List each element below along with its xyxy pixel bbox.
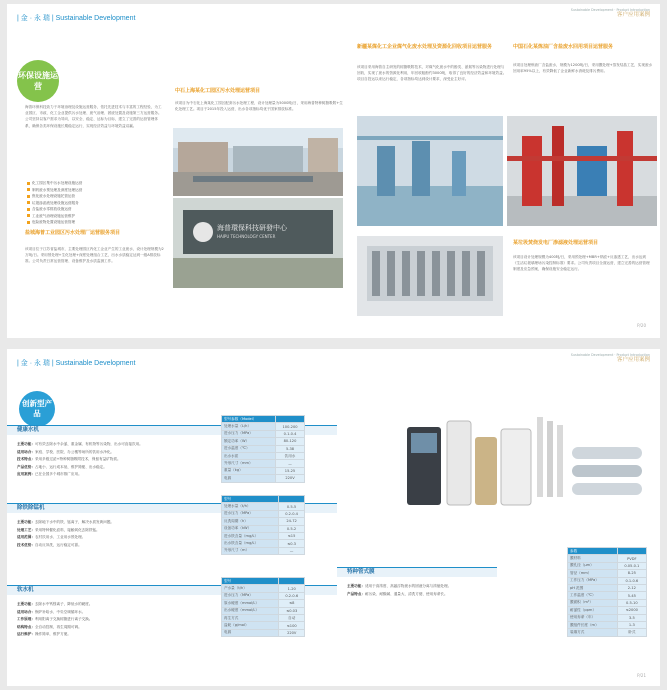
spec-label: 外形尺寸（m） <box>222 547 279 554</box>
spec-head-value <box>617 548 646 555</box>
spec-value: 0.5-2 <box>279 525 305 532</box>
feature-value: 采用多级过滤+特种树脂吸附技术，保留有益矿物质。 <box>34 457 121 461</box>
intro-text: 海普环保科技致力于环境治理及设施运营服务，依托先进技术与丰富的工程经验，为工业园区、市政、化工企业提供污水处理、废气治理、固废处置及设施第三方运营服务。公司坚持以客户需求为导向，以安全、稳定、达标为目标，建立了完善的运营管理体系，确保各类环保设施长期稳定运行，实现经济效益与环境效益双赢。 <box>25 105 162 128</box>
spec-value: 5-45 <box>617 592 646 599</box>
feature-value: 全自动控制，再生周期可调。 <box>34 624 82 629</box>
feature-key: 运行维护： <box>17 632 35 636</box>
spec-value: 0.05-0.1 <box>617 562 646 569</box>
feature-key: 主要功能： <box>17 520 35 524</box>
feature-key: 适用范围： <box>17 535 35 539</box>
spec-label: 出水铁含量（mg/L） <box>222 540 279 547</box>
spec-value: ≤0.3 <box>279 540 305 547</box>
page-header-right: Sustainable Development · Product Introduction 客户应用案例 <box>570 8 650 18</box>
feature-item <box>17 631 212 638</box>
feature-value: 去除地下水中的铁、锰离子，解决水质发黄问题。 <box>34 520 115 524</box>
feature-item <box>17 456 212 463</box>
photo-pump-room <box>357 116 503 226</box>
spec-value: 80-120 <box>276 438 305 445</box>
spec-row <box>222 629 305 636</box>
brochure-page-bottom <box>7 349 660 686</box>
service-list-item: 化工园区集中污水处理设施运营 <box>27 180 82 186</box>
spec-value: 卧式 <box>617 629 646 636</box>
spec-row <box>568 570 647 577</box>
page-header-right: Sustainable Development · Product Introduction 客户应用案例 <box>570 353 650 363</box>
feature-item <box>17 464 212 471</box>
spec-row <box>568 592 647 599</box>
spec-row <box>222 532 305 539</box>
case5-text: 该项目设计处理规模为400吨/日，采用预处理+MBR+纳滤+反渗透工艺，出水达到《生活垃圾填埋场污染控制标准》要求。公司负责项目全面运营，建立完善的运营管理制度及应急预案，确保设施安全稳定运行。 <box>513 255 650 272</box>
spec-row <box>222 445 305 452</box>
feature-key: 应用案例： <box>17 472 35 476</box>
feature-value: 去除水中钙镁离子，降低水的硬度。 <box>34 602 93 606</box>
spec-label: 处理水量（L/h） <box>222 423 276 430</box>
feature-item <box>17 519 212 526</box>
spec-row <box>222 592 305 599</box>
spec-value: 100-200 <box>276 423 305 430</box>
feature-item <box>17 534 212 541</box>
feature-key: 技术特点： <box>17 457 35 461</box>
case2-title: 新疆某煤化工企业煤气化废水处理及资源化回收项目运营服务 <box>357 44 493 50</box>
feature-item <box>17 542 212 549</box>
spec-label: 工作压力（MPa） <box>568 577 618 584</box>
feature-value: 农村饮用水、工业用水预处理。 <box>34 535 86 539</box>
spec-value: 自动 <box>279 614 305 621</box>
spec-value: 0.2-0.4 <box>279 510 305 517</box>
feature-item <box>347 583 557 590</box>
spec-row <box>222 430 305 437</box>
spec-head: 参数 <box>568 548 618 555</box>
spec-row <box>222 475 305 482</box>
spec-label: 进水温度（℃） <box>222 445 276 452</box>
spec-row <box>222 423 305 430</box>
feature-key: 主要功能： <box>17 602 35 606</box>
service-list-item: 垃圾渗滤液处理设施运营服务 <box>27 200 79 206</box>
feature-key: 结构特点： <box>17 624 35 629</box>
feature-value: 占地小、运行成本低、维护简便、出水稳定。 <box>34 464 107 469</box>
photo-products <box>397 407 647 517</box>
spec-row <box>222 460 305 467</box>
service-list-item: 焦化废水处理设施托管运营 <box>27 193 75 199</box>
feature-item <box>17 624 212 631</box>
spec-label: 装填方式 <box>568 629 618 636</box>
spec-value: 0.5-5 <box>279 503 305 510</box>
feature-value: 采用特种催化滤料，接触氧化去除铁锰。 <box>34 527 100 532</box>
spec-label: 耐氯性（ppm） <box>568 607 618 614</box>
tech-center-sign-en: HAIPU TECHNOLOGY CENTER <box>217 234 276 239</box>
case1-text: 该项目为中石化上海某化工园区配套污水处理工程，设计处理量为5000吨/日，采用海普特种树脂吸附+生化处理工艺。项目于2015年投入运营，出水各项指标均优于国家排放标准。 <box>175 101 343 112</box>
spec-row <box>568 555 647 562</box>
section-softener: 软水机 <box>7 585 337 595</box>
spec-row <box>222 438 305 445</box>
page-number: P/20 <box>637 323 646 328</box>
page-header-left: | 金 · 永 瑞 | Sustainable Development <box>17 360 136 367</box>
section-badge: 环保设施运营 <box>17 60 59 102</box>
feature-item <box>17 527 212 534</box>
feature-value: 耐污染、耐酸碱、通量大、清洗方便、使用寿命长。 <box>364 591 448 596</box>
spec-row <box>222 547 305 554</box>
spec-label: 膜面积（m²） <box>568 599 618 606</box>
spec-label: 重量（kg） <box>222 467 276 474</box>
spec-row <box>568 584 647 591</box>
spec-row <box>222 452 305 459</box>
feature-item <box>17 471 212 478</box>
service-list-item: 工业废气治理设施运营维护 <box>27 213 75 219</box>
spec-value: 0.2-0.6 <box>279 592 305 599</box>
feature-key: 产品特点： <box>347 591 365 596</box>
spec-label: 进水压力（MPa） <box>222 592 279 599</box>
spec-label: 使用寿命（年） <box>568 614 618 621</box>
spec-value: 0.1-0.4 <box>276 430 305 437</box>
spec-value: 1-20 <box>279 585 305 592</box>
spec-head: 型号 <box>222 496 279 503</box>
spec-label: 管径（mm） <box>568 570 618 577</box>
spec-row <box>222 622 305 629</box>
spec-value: PVDF <box>617 555 646 562</box>
spec-head-value <box>279 578 305 585</box>
photo-treatment-plant <box>173 128 343 196</box>
case3-text: 该项目位于江苏省盐城市，主要处理园区内化工企业产生的工业废水，设计处理规模为2万吨/日。采用预处理+生化处理+深度处理组合工艺，出水水质稳定达到一级A排放标准。公司负责日常运营管理、设备维护及水质监测工作。 <box>25 247 164 264</box>
feature-value: 操作简单，维护方便。 <box>34 632 71 636</box>
spec-row <box>568 562 647 569</box>
service-list-item: 制药废水预处理及深度处理运营 <box>27 187 82 193</box>
spec-value: 3-5 <box>617 614 646 621</box>
brochure-page-top <box>7 4 660 338</box>
spec-label: 进水铁含量（mg/L） <box>222 532 279 539</box>
spec-value: ≤100 <box>279 622 305 629</box>
spec-value: ≤15 <box>279 532 305 539</box>
spec-value: ≤0.03 <box>279 607 305 614</box>
spec-value: 饮用水 <box>276 452 305 459</box>
photo-red-pipes <box>507 116 657 226</box>
feature-key: 适用场合： <box>17 609 35 614</box>
iron-removal-spec-table <box>221 495 305 555</box>
spec-value: ≤8 <box>279 600 305 607</box>
page-header-left: | 金 · 永 瑞 | Sustainable Development <box>17 15 136 22</box>
feature-value: 可有效去除水中余氯、重金属、有机物等污染物，出水可直接饮用。 <box>34 442 143 446</box>
spec-row <box>568 577 647 584</box>
case3-title: 盐城海普工业园区污水处理厂运营服务项目 <box>25 230 121 236</box>
spec-label: 膜材料 <box>568 555 618 562</box>
spec-row <box>568 599 647 606</box>
feature-key: 技术优势： <box>17 542 35 547</box>
case4-text: 该项目处理炼油厂含盐废水，规模为1200吨/日，采用膜处理+蒸发结晶工艺，实现废水回用率95%以上，有效降低了企业新鲜水消耗及排污费用。 <box>513 63 653 74</box>
case1-title: 中石上海某化工园区污水处理运营项目 <box>175 88 261 94</box>
spec-label: 额定功率（W） <box>222 438 276 445</box>
spec-label: pH 范围 <box>568 584 618 591</box>
section-healthy-water: 健康水机 <box>7 425 337 435</box>
spec-label: 设备功率（kW） <box>222 525 279 532</box>
spec-row <box>568 629 647 636</box>
spec-label: 反洗周期（h） <box>222 518 279 525</box>
case2-text: 该项目采用海普自主研发的树脂吸附技术，对煤气化废水中的酚类、氨氮等污染物进行处理与回收，实现了废水的资源化利用，年回收粗酚约3000吨，取得了良好的经济效益和环境效益。项目自投运以来运行稳定，各项指标均达到设计要求，深受业主好评。 <box>357 65 507 82</box>
spec-value: 1-3 <box>617 621 646 628</box>
feature-key: 处理工艺： <box>17 527 35 532</box>
spec-row <box>222 540 305 547</box>
feature-item <box>17 441 212 448</box>
feature-value: 家庭、学校、医院、办公楼等场所的饮用水净化。 <box>34 449 115 454</box>
spec-head: 型号 <box>222 578 279 585</box>
case4-title: 中国石化某炼油厂含盐废水回用项目运营服务 <box>513 44 614 50</box>
feature-value: 锅炉补给水、中央空调循环水。 <box>34 609 86 614</box>
spec-label: 电源 <box>222 629 279 636</box>
spec-row <box>222 525 305 532</box>
spec-label: 再生方式 <box>222 614 279 621</box>
spec-row <box>222 585 305 592</box>
section-tubular-membrane: 特种管式膜 <box>337 567 497 577</box>
section-iron-removal: 除铁除锰机 <box>7 503 337 513</box>
photo-membrane-plant <box>357 236 503 316</box>
spec-value: 24-72 <box>279 518 305 525</box>
spec-value: 0.1-0.6 <box>617 577 646 584</box>
spec-label: 出水硬度（mmol/L） <box>222 607 279 614</box>
spec-label: 工作温度（℃） <box>568 592 618 599</box>
feature-value: 适用于高浓度、高悬浮物废水的固液分离与浓缩处理。 <box>364 584 452 588</box>
spec-value: 220V <box>279 629 305 636</box>
spec-value: — <box>276 460 305 467</box>
feature-item <box>17 616 212 623</box>
spec-label: 外形尺寸（mm） <box>222 460 276 467</box>
section-badge: 创新型产品 <box>19 391 55 427</box>
tubular-membrane-spec-table <box>567 547 647 637</box>
spec-row <box>222 607 305 614</box>
spec-head-value <box>279 496 305 503</box>
spec-label: 电源 <box>222 475 276 482</box>
spec-value: 0.5-10 <box>617 599 646 606</box>
healthy-water-spec-table <box>221 415 305 483</box>
spec-label: 盐耗（g/mol） <box>222 622 279 629</box>
spec-value: 220V <box>276 475 305 482</box>
tech-center-sign: 海普環保科技研發中心 <box>217 224 287 232</box>
spec-value: 8-25 <box>617 570 646 577</box>
spec-row <box>222 503 305 510</box>
spec-row <box>568 607 647 614</box>
case5-title: 某垃圾焚烧发电厂渗滤液处理运营项目 <box>513 240 599 246</box>
feature-key: 主要功能： <box>347 584 365 588</box>
spec-row <box>222 510 305 517</box>
service-list-item: 危险废物处置设施运营管理 <box>27 219 75 225</box>
softener-spec-table <box>221 577 305 637</box>
spec-row <box>222 614 305 621</box>
feature-key: 产品优势： <box>17 464 35 469</box>
spec-row <box>568 614 647 621</box>
feature-key: 主要功能： <box>17 442 35 446</box>
feature-item <box>347 591 557 598</box>
spec-value: — <box>279 547 305 554</box>
spec-row <box>222 518 305 525</box>
feature-value: 利用阳离子交换树脂进行离子交换。 <box>34 617 93 621</box>
page-number: P/21 <box>637 673 646 678</box>
spec-value: 15-25 <box>276 467 305 474</box>
spec-label: 出水水质 <box>222 452 276 459</box>
service-list-item: 含盐废水零排放设施运营 <box>27 206 72 212</box>
spec-value: ≤2000 <box>617 607 646 614</box>
feature-item <box>17 449 212 456</box>
spec-label: 处理水量（t/h） <box>222 503 279 510</box>
feature-value: 已在全国多个城市推广应用。 <box>34 472 82 476</box>
spec-head: 型号参数（Model） <box>222 416 276 423</box>
spec-label: 膜孔径（μm） <box>568 562 618 569</box>
feature-value: 自动反冲洗，运行稳定可靠。 <box>34 542 82 547</box>
spec-label: 原水硬度（mmol/L） <box>222 600 279 607</box>
spec-value: 5-38 <box>276 445 305 452</box>
spec-label: 进水压力（MPa） <box>222 430 276 437</box>
spec-row <box>222 467 305 474</box>
spec-label: 膜组件长度（m） <box>568 621 618 628</box>
feature-key: 适用场合： <box>17 449 35 454</box>
spec-head-value <box>276 416 305 423</box>
photo-tech-center <box>173 198 343 288</box>
spec-value: 2-12 <box>617 584 646 591</box>
spec-label: 产水量（t/h） <box>222 585 279 592</box>
feature-item <box>17 601 212 608</box>
spec-label: 进水压力（MPa） <box>222 510 279 517</box>
feature-key: 工作原理： <box>17 617 35 621</box>
spec-row <box>222 600 305 607</box>
feature-item <box>17 609 212 616</box>
spec-row <box>568 621 647 628</box>
